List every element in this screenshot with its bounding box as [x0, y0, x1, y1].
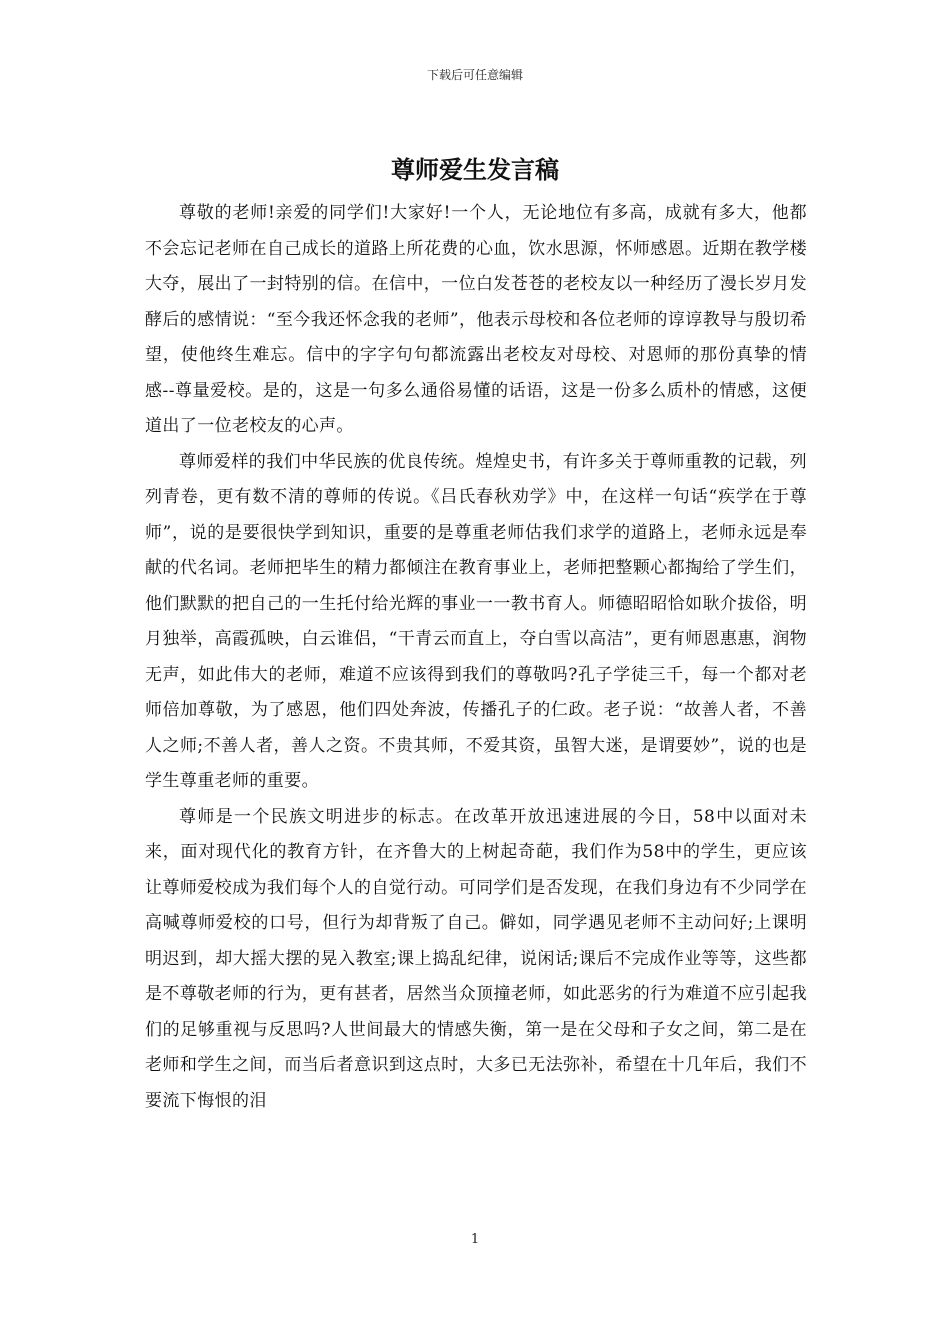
- page-number: 1: [470, 1232, 480, 1247]
- paragraph-3: 尊师是一个民族文明进步的标志。在改革开放迅速进展的今日，58中以面对未来，面对现代化的教育方针，在齐鲁大的上树起奇葩，我们作为58中的学生，更应该让尊师爱校成为我们每个人的自觉行动。可同学们是否发现，在我们身边有不少同学在高喊尊师爱校的口号，但行为却背叛了自己。僻如，同学遇见老师不主动问好;上课明明迟到，却大摇大摆的晃入教室;课上捣乱纪律，说闲话;课后不完成作业等等，这些都是不尊敬老师的行为，更有甚者，居然当众顶撞老师，如此恶劣的行为难道不应引起我们的足够重视与反思吗?人世间最大的情感失衡，第一是在父母和子女之间，第二是在老师和学生之间，而当后者意识到这点时，大多已无法弥补，希望在十几年后，我们不要流下悔恨的泪: [145, 806, 807, 1111]
- paragraph-2: 尊师爱样的我们中华民族的优良传统。煌煌史书，有许多关于尊师重教的记载，列列青卷，更有数不清的尊师的传说。《吕氏春秋劝学》中，在这样一句话“疾学在于尊师”，说的是要很快学到知识，重要的是尊重老师估我们求学的道路上，老师永远是奉献的代名词。老师把毕生的精力都倾注在教育事业上，老师把整颗心都掏给了学生们，他们默默的把自己的一生托付给光辉的事业一一教书育人。师德昭昭恰如耿介拔俗，明月独举，高霞孤映，白云谁侣，“干青云而直上，夺白雪以高洁”，更有师恩惠惠，润物无声，如此伟大的老师，难道不应该得到我们的尊敬吗?孔子学徒三千，每一个都对老师倍加尊敬，为了感恩，他们四处奔波，传播孔子的仁政。老子说：“故善人者，不善人之师;不善人者，善人之资。不贵其师，不爱其资，虽智大迷，是谓要妙”，说的也是学生尊重老师的重要。: [145, 451, 807, 791]
- document-title: 尊师爱生发言稿: [391, 155, 559, 184]
- paragraph-1: 尊敬的老师!亲爱的同学们!大家好!一个人，无论地位有多高，成就有多大，他都不会忘记老师在自己成长的道路上所花费的心血，饮水思源，怀师感恩。近期在教学楼大夺，展出了一封特别的信。在信中，一位白发苍苍的老校友以一种经历了漫长岁月发酵后的感情说：“至今我还怀念我的老师”，他表示母校和各位老师的谆谆教导与殷切希望，使他终生难忘。信中的字字句句都流露出老校友对母校、对恩师的那份真挚的情感--尊量爱校。是的，这是一句多么通俗易懂的话语，这是一份多么质朴的情感，这便道出了一位老校友的心声。: [145, 203, 807, 436]
- page-header-note: 下载后可任意编辑: [426, 68, 523, 82]
- document-body: [145, 196, 807, 1119]
